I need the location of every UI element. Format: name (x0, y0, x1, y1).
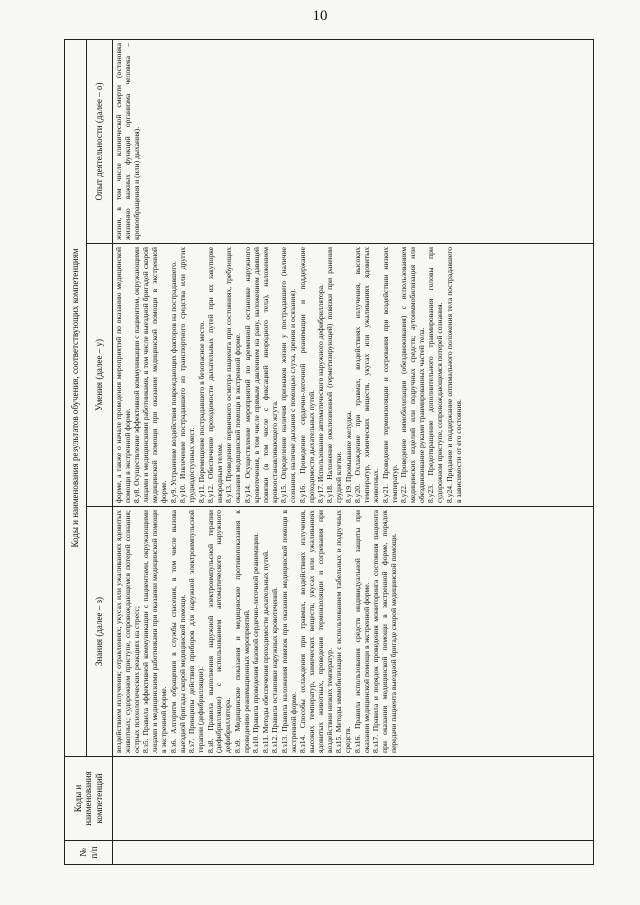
knowledge-item: 8.з8. Правила выполнения наружной электроимпульсной терапии (дефибрилляции) с использованием автоматического наружного дефибриллятора. (205, 510, 233, 753)
cell-skills (113, 244, 594, 507)
skill-item: 8.у21. Проведение термоизоляции и согревания при воздействии низких температур. (380, 247, 399, 503)
skill-item: 8.у11. Перемещение пострадавшего в безопасное место. (196, 320, 206, 503)
header-knowledge: Знания (далее – з) (87, 507, 113, 757)
header-skills: Умения (далее – у) (87, 244, 113, 507)
cell-codes (113, 757, 594, 841)
skill-item: 8.у12. Обеспечение проходимости дыхательных путей при их закупорке инородным телом. (206, 247, 224, 503)
skill-item: 8.у23. Предотвращение дополнительного травмирования головы при судорожном приступе, сопровождающемся потерей сознания. (426, 247, 445, 503)
skill-item: 8.у13. Проведение первичного осмотра пациента при состояниях, требующих оказания медицинской помощи в экстренной форме. (224, 247, 243, 503)
skill-item: 8.у20. Охлаждение при травмах, воздействиях излучения, высоких температур, химических веществ, укусах или ужаливаниях ядовитых животных. (353, 247, 381, 503)
skill-item: форме, а также о начале проведения мероприятий по оказанию медицинской помощи в экстренной форме. (114, 247, 132, 503)
cell-knowledge (113, 507, 594, 757)
competency-table (64, 39, 594, 865)
knowledge-item: 8.з6. Алгоритм обращения в службы спасения, в том числе вызова выездной бригады скорой медицинской помощи. (168, 510, 187, 753)
skill-item: 8.у24. Придание и поддержание оптимального положения тела пострадавшего в зависимости от его состояния. (444, 247, 463, 503)
knowledge-item: 8.з12. Правила остановки наружных кровотечений. (270, 587, 280, 753)
experience-text: жизни, в том числе клинической смерти (остановка жизненно важных функций организма человека – кровообращения и (или) дыхания). (114, 43, 141, 240)
skill-item: 8.у19. Промывание желудка. (343, 410, 353, 503)
knowledge-item: 8.з15. Методы иммобилизации с использованием табельных и подручных средств. (334, 510, 353, 753)
knowledge-item: 8.з14. Способы охлаждения при травмах, воздействиях излучения, высоких температур, химических веществ, укусах или ужаливаниях ядовитых животных, проведения термоизоляции и согревания при воздействии низких температур. (298, 510, 334, 753)
page-number: 10 (312, 8, 328, 24)
knowledge-item: 8.з5. Правила эффективной коммуникации с пациентами, окружающими лицами и медицинскими работниками при оказании медицинской помощи в экстренной форме. (141, 510, 169, 753)
cell-num (113, 841, 594, 865)
skill-item: 8.у15. Определение наличия признаков жизни у пострадавшего (наличие сознания, наличие дыхания с помощью слуха, зрения и осязания). (279, 247, 298, 503)
table-row (113, 40, 594, 865)
header-results-group: Коды и наименования результатов обучения, соответствующих компетенциям (65, 40, 87, 757)
header-codes: Коды и наименования компетенций (65, 757, 113, 841)
knowledge-item: воздействием излучения; отравлениях; укусах или ужаливаниях ядовитых животных; судорожном приступе, сопровождающемся потерей сознания; острых психологических реакциях на стресс; (114, 510, 141, 753)
knowledge-item: 8.з16. Правила использования средств индивидуальной защиты при оказании медицинской помощи в экстренной форме. (352, 510, 371, 753)
skill-item: 8.у10. Извлечение пострадавшего из транспортного средства или других труднодоступных мест. (178, 247, 197, 503)
rotated-table-page (64, 40, 594, 865)
knowledge-item: 8.з9. Медицинские показания и медицинские противопоказания к проведению реанимационных мероприятий. (232, 510, 251, 753)
knowledge-item: 8.з7. Принципы действия приборов для наружной электроимпульсной терапии (дефибрилляции). (187, 510, 206, 753)
skill-item: 8.у18. Наложение окклюзионной (герметизирующей) повязки при ранении грудной клетки. (325, 247, 344, 503)
knowledge-item: 8.з10. Правила проведения базовой сердечно-легочной реанимации. (251, 532, 261, 753)
skill-item: 8.у8. Осуществление эффективной коммуникации с пациентом, окружающими лицами и медицинскими работниками, в том числе выездной бригадой скорой медицинской помощи при оказании медицинской помощи в экстренной форме. (132, 247, 169, 503)
knowledge-item: 8.з13. Правила наложения повязок при оказании медицинской помощи в экстренной форме. (279, 510, 298, 753)
header-num: № п/п (65, 841, 113, 865)
header-experience: Опыт деятельности (далее – о) (87, 40, 113, 244)
skill-item: 8.у22. Проведение иммобилизации (обездвиживания) с использованием медицинских изделий или подручных средств; аутоиммобилизация или обездвиживание руками травмированных частей тела. (399, 247, 426, 503)
skill-item: 8.у17. Использование автоматического наружного дефибриллятора. (315, 284, 325, 503)
cell-experience (113, 40, 594, 244)
knowledge-item: 8.з17. Правила и порядок проведения мониторинга состояния пациента при оказании медицинской помощи в экстренной форме, порядок передачи пациента выездной бригаде скорой медицинской помощи. (371, 510, 399, 753)
skill-item: 8.у14. Осуществление мероприятий по временной остановке наружного кровотечения, в том числе прямым давлением на рану, наложением давящей повязки (в том числе с фиксацией инородного тела), наложением кровоостанавливающего жгута. (242, 247, 279, 503)
skill-item: 8.у9. Устранение воздействия повреждающих факторов на пострадавшего. (168, 261, 178, 503)
skill-item: 8.у16. Проведение сердечно-легочной реанимации и поддержание проходимости дыхательных путей. (297, 247, 316, 503)
knowledge-item: 8.з11. Методы обеспечения проходимости дыхательных путей. (260, 549, 270, 753)
